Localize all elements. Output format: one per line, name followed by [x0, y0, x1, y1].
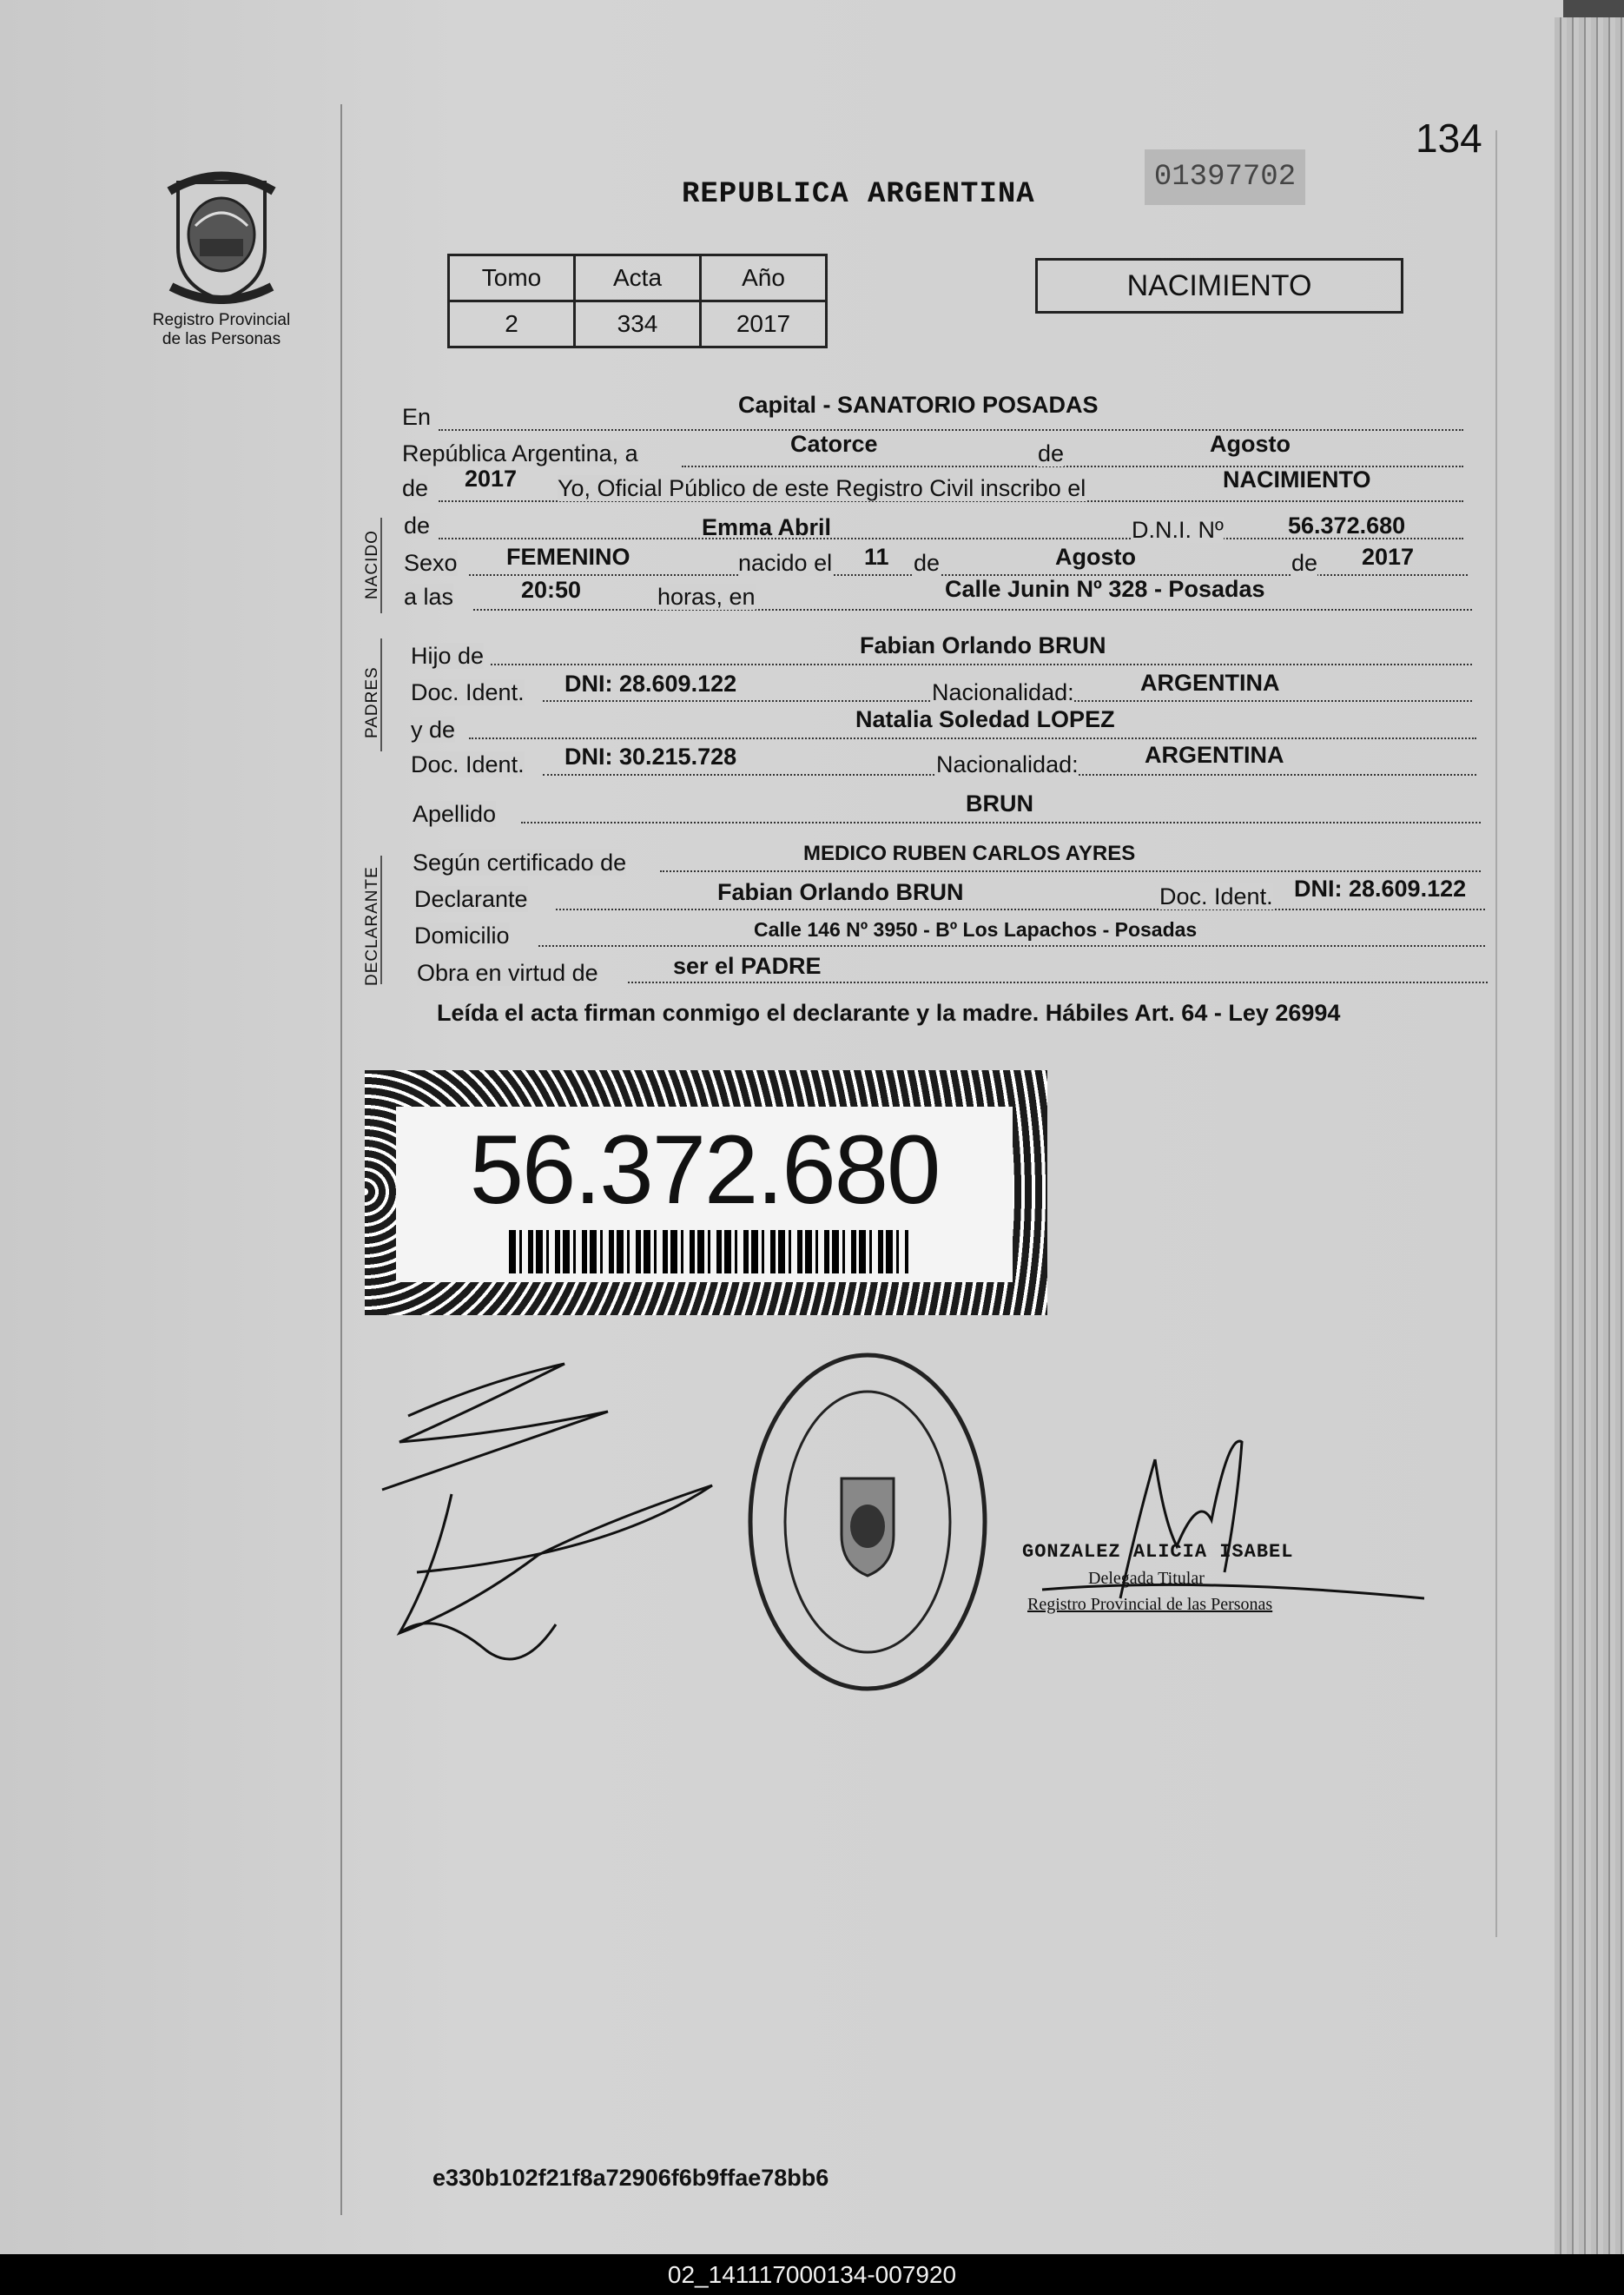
registry-header-acta: Acta — [575, 255, 701, 301]
registry-anio: 2017 — [701, 301, 827, 347]
value-madre-nac: ARGENTINA — [1145, 742, 1284, 768]
side-label-padres: PADRES — [363, 666, 381, 738]
side-label-declarante: DECLARANTE — [363, 866, 381, 986]
dni-sticker — [365, 1070, 1047, 1315]
label-de5: de — [1291, 550, 1318, 576]
right-margin-line — [1495, 130, 1497, 1937]
official-org: Registro Provincial de las Personas — [1027, 1595, 1273, 1614]
org-line1: Registro Provincial — [152, 311, 291, 329]
margin-line — [340, 104, 342, 2215]
label-apellido: Apellido — [413, 801, 497, 827]
registry-value-row — [449, 301, 827, 347]
org-line2: de las Personas — [162, 330, 281, 348]
value-dia-letras: Catorce — [790, 431, 878, 457]
label-de3: de — [404, 513, 431, 539]
official-name: GONZALEZ ALICIA ISABEL — [1022, 1541, 1294, 1563]
value-declarante: Fabian Orlando BRUN — [717, 879, 964, 905]
label-declarante: Declarante — [414, 886, 528, 912]
page-number: 134 — [1416, 116, 1482, 161]
value-domicilio: Calle 146 Nº 3950 - Bº Los Lapachos - Posadas — [754, 918, 1198, 941]
label-segun: Según certificado de — [413, 850, 627, 876]
registry-header-row — [449, 255, 827, 301]
label-doc-ident-declarante: Doc. Ident. — [1159, 883, 1273, 909]
value-mes-nac: Agosto — [1055, 544, 1136, 570]
dni-sticker-label — [396, 1107, 1013, 1282]
record-kind-box: NACIMIENTO — [1035, 258, 1403, 314]
label-y-de: y de — [411, 717, 456, 743]
dni-sticker-number: 56.372.680 — [469, 1115, 940, 1224]
declarant-signature — [347, 1346, 729, 1677]
value-dia-nac: 11 — [864, 544, 889, 570]
label-de2: de — [402, 475, 429, 501]
label-dni: D.N.I. Nº — [1132, 517, 1224, 543]
label-nacionalidad-padre: Nacionalidad: — [932, 679, 1074, 705]
registry-header-anio: Año — [701, 255, 827, 301]
country-title: REPUBLICA ARGENTINA — [682, 178, 1035, 211]
legal-note: Leída el acta firman conmigo el declarante y la madre. Hábiles Art. 64 - Ley 26994 — [437, 1000, 1341, 1026]
label-yo: Yo, Oficial Público de este Registro Civil inscribo el — [558, 475, 1086, 501]
value-padre-doc: DNI: 28.609.122 — [564, 671, 737, 697]
serial-number: 01397702 — [1145, 149, 1305, 205]
label-republica: República Argentina, a — [402, 440, 638, 466]
paper-stack-edge — [1555, 17, 1624, 2267]
label-de4: de — [914, 550, 941, 576]
barcode — [509, 1230, 908, 1273]
value-hora: 20:50 — [521, 577, 582, 603]
label-doc-ident-padre: Doc. Ident. — [411, 679, 525, 705]
registry-tomo: 2 — [449, 301, 575, 347]
value-lugar: Capital - SANATORIO POSADAS — [738, 392, 1099, 418]
value-padre: Fabian Orlando BRUN — [860, 632, 1106, 658]
org-name — [130, 311, 313, 349]
label-nacido-el: nacido el — [738, 550, 833, 576]
value-declarante-doc: DNI: 28.609.122 — [1294, 876, 1467, 902]
label-a-las: a las — [404, 584, 454, 610]
label-en: En — [402, 404, 432, 430]
official-role: Delegada Titular — [1088, 1569, 1205, 1588]
value-padre-nac: ARGENTINA — [1140, 670, 1280, 696]
value-mes: Agosto — [1210, 431, 1291, 457]
official-stamp — [745, 1348, 990, 1696]
value-nombre: Emma Abril — [702, 514, 832, 540]
label-de: de — [1038, 440, 1065, 466]
value-anio: 2017 — [465, 466, 518, 492]
value-sexo: FEMENINO — [506, 544, 630, 570]
document-hash: e330b102f21f8a72906f6b9ffae78bb6 — [432, 2165, 829, 2191]
label-domicilio: Domicilio — [414, 923, 510, 949]
value-obra: ser el PADRE — [673, 953, 822, 979]
footer-id-bar: 02_141117000134-007920 — [0, 2254, 1624, 2295]
province-seal-logo — [161, 165, 282, 304]
value-anio-nac: 2017 — [1362, 544, 1415, 570]
value-domicilio-nac: Calle Junin Nº 328 - Posadas — [945, 576, 1265, 602]
label-doc-ident-madre: Doc. Ident. — [411, 751, 525, 777]
label-horas-en: horas, en — [657, 584, 756, 610]
value-madre-doc: DNI: 30.215.728 — [564, 744, 737, 770]
value-madre: Natalia Soledad LOPEZ — [855, 706, 1115, 732]
registry-acta: 334 — [575, 301, 701, 347]
label-sexo: Sexo — [404, 550, 458, 576]
value-acto: NACIMIENTO — [1223, 466, 1371, 493]
label-obra: Obra en virtud de — [417, 960, 598, 986]
value-apellido: BRUN — [966, 790, 1033, 817]
value-dni: 56.372.680 — [1288, 513, 1406, 539]
value-certificado: MEDICO RUBEN CARLOS AYRES — [803, 842, 1136, 865]
label-hijo-de: Hijo de — [411, 643, 485, 669]
label-nacionalidad-madre: Nacionalidad: — [936, 751, 1079, 777]
registry-table — [447, 254, 828, 348]
registry-header-tomo: Tomo — [449, 255, 575, 301]
side-label-nacido: NACIDO — [363, 530, 381, 599]
